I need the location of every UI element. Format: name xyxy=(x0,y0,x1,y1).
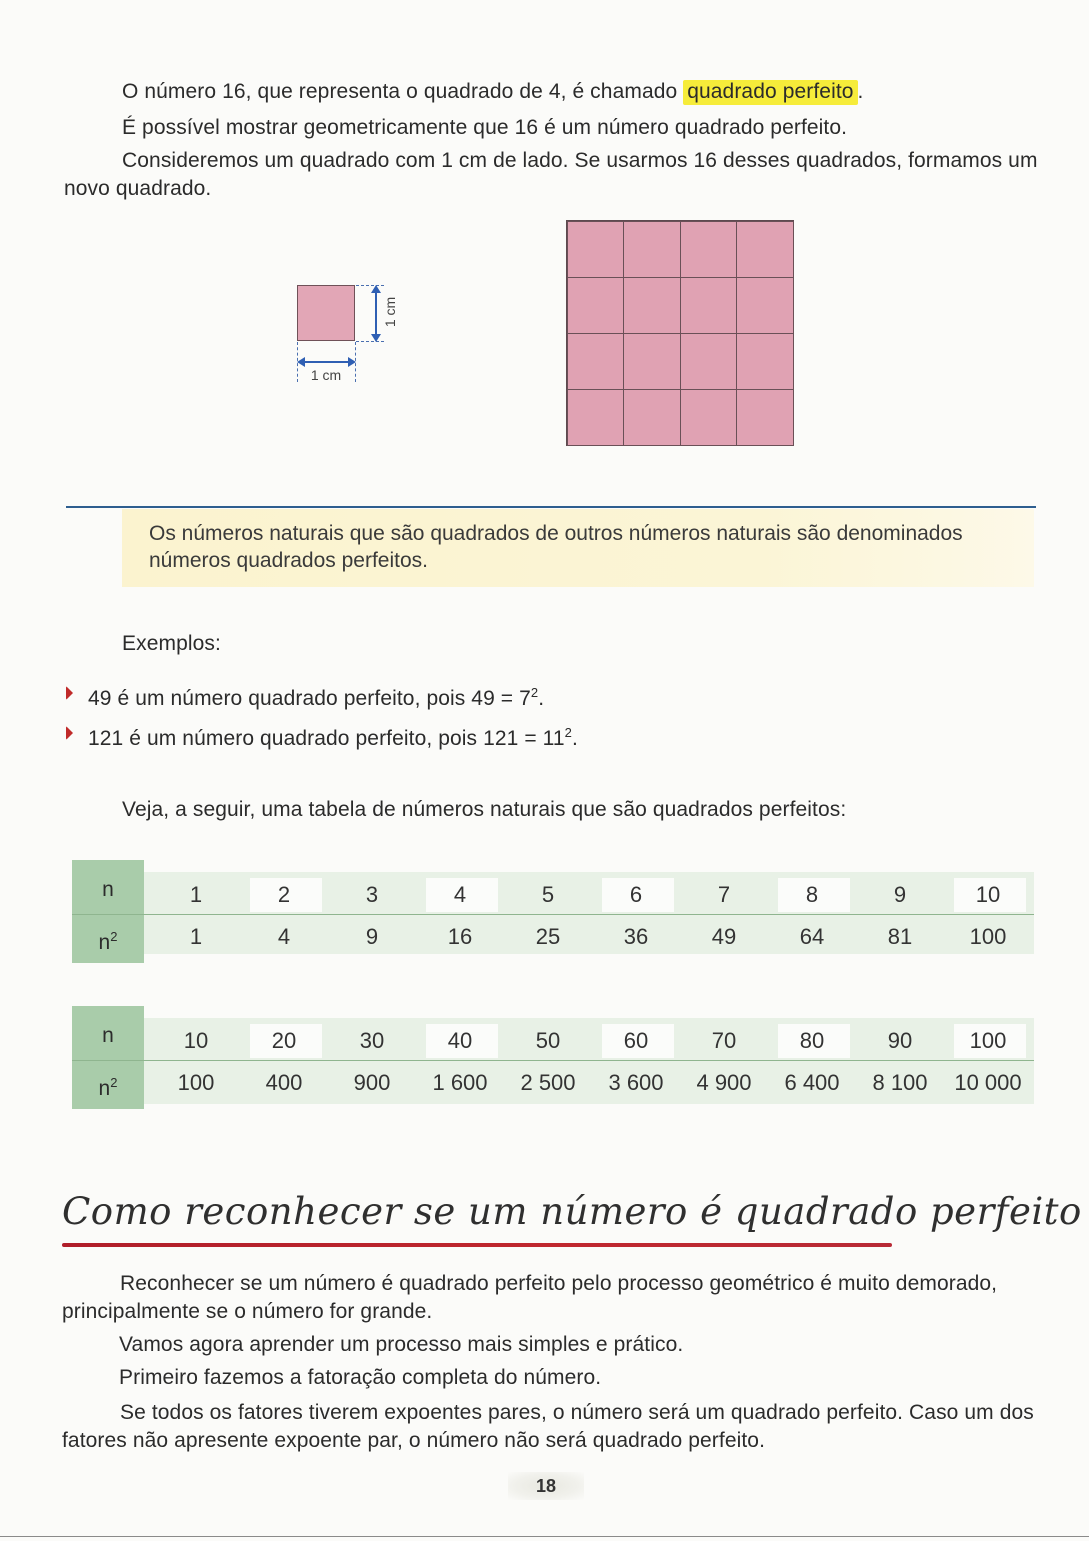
table-cell-n: 5 xyxy=(541,882,555,907)
table-cell-square: 100 xyxy=(969,924,1007,949)
body-paragraph-2: Vamos agora aprender um processo mais simples e prático. xyxy=(119,1333,684,1356)
grid-cell xyxy=(623,389,681,446)
example-item-2-end: . xyxy=(572,727,578,750)
unit-square xyxy=(297,285,355,341)
table-header-base: n xyxy=(98,1077,111,1100)
table-cell-square: 64 xyxy=(799,924,825,949)
grid-cell xyxy=(567,221,625,278)
table-cell-n: 80 xyxy=(799,1028,825,1053)
table-cell-n: 30 xyxy=(359,1028,385,1053)
bullet-icon xyxy=(66,686,73,700)
table-cell-n: 1 xyxy=(189,882,203,907)
grid-cell xyxy=(680,389,738,446)
example-item-1-text: 49 é um número quadrado perfeito, pois 49 = 7 xyxy=(88,687,531,710)
intro-line-1 xyxy=(122,78,1022,106)
example-item-1-end: . xyxy=(538,687,545,710)
page-number: 18 xyxy=(508,1472,584,1500)
table-cell-n: 3 xyxy=(365,882,379,907)
table-cell-square: 1 xyxy=(189,924,203,949)
highlight-term: quadrado perfeito xyxy=(683,80,857,105)
table-cell-n: 2 xyxy=(277,882,291,907)
section-title-underline xyxy=(62,1243,892,1247)
arrowhead-down-icon xyxy=(371,334,381,342)
example-item-1-exponent: 2 xyxy=(530,685,539,700)
grid-cell xyxy=(567,277,625,334)
table-cell-square: 49 xyxy=(711,924,737,949)
intro-line-1-text: O número 16, que representa o quadrado de 4, é chamado xyxy=(122,80,684,103)
example-item-1 xyxy=(88,679,544,713)
table-cell-n: 8 xyxy=(805,882,819,907)
table-cell-square: 25 xyxy=(535,924,561,949)
horizontal-dimension-label: 1 cm xyxy=(310,367,342,383)
intro-line-3: Consideremos um quadrado com 1 cm de lado. Se usarmos 16 desses quadrados, formamos um novo quadrado. xyxy=(64,149,1038,200)
table-cell-square: 10 000 xyxy=(954,1070,1022,1095)
grid-cell xyxy=(567,389,625,446)
definition-text: Os números naturais que são quadrados de outros números naturais são denominados números quadrados perfeitos. xyxy=(149,522,963,572)
squares-table-2 xyxy=(72,1006,1034,1108)
vertical-dimension-label: 1 cm xyxy=(382,296,398,328)
arrowhead-up-icon xyxy=(371,285,381,293)
table-cell-square: 900 xyxy=(353,1070,391,1095)
table-cell-n: 20 xyxy=(271,1028,297,1053)
grid-cell xyxy=(567,333,625,390)
grid-cell xyxy=(736,277,794,334)
table-cell-square: 1 600 xyxy=(432,1070,488,1095)
table-cell-square: 8 100 xyxy=(872,1070,928,1095)
table-intro: Veja, a seguir, uma tabela de números naturais que são quadrados perfeitos: xyxy=(122,798,847,821)
intro-line-2: É possível mostrar geometricamente que 16 é um número quadrado perfeito. xyxy=(122,116,848,139)
table-header-exponent: 2 xyxy=(110,1075,118,1090)
table-cell-square: 9 xyxy=(365,924,379,949)
example-item-2-text: 121 é um número quadrado perfeito, pois 121 = 11 xyxy=(88,727,565,750)
horizontal-dimension-arrow xyxy=(301,361,351,363)
table-cell-square: 81 xyxy=(887,924,913,949)
grid-cell xyxy=(623,277,681,334)
table-cell-n: 9 xyxy=(893,882,907,907)
table-header-n-label: n xyxy=(102,878,114,901)
table-cell-n: 70 xyxy=(711,1028,737,1053)
table-cell-square: 4 900 xyxy=(696,1070,752,1095)
table-row-divider xyxy=(144,914,1034,915)
bullet-icon xyxy=(66,726,73,740)
example-item-2 xyxy=(88,719,578,753)
table-header-n-label: n xyxy=(102,1024,114,1047)
vertical-dimension-arrow xyxy=(375,289,377,337)
grid-cell xyxy=(623,221,681,278)
intro-line-1-period: . xyxy=(857,80,864,103)
table-cell-n: 4 xyxy=(453,882,467,907)
table-cell-square: 3 600 xyxy=(608,1070,664,1095)
table-header-exponent: 2 xyxy=(110,929,118,944)
table-cell-square: 36 xyxy=(623,924,649,949)
arrowhead-right-icon xyxy=(348,357,356,367)
table-cell-n: 6 xyxy=(629,882,643,907)
grid-cell xyxy=(736,389,794,446)
body-paragraph-3: Primeiro fazemos a fatoração completa do número. xyxy=(119,1366,602,1389)
table-header-base: n xyxy=(98,931,111,954)
grid-cell xyxy=(680,277,738,334)
grid-cell xyxy=(736,221,794,278)
table-cell-square: 2 500 xyxy=(520,1070,576,1095)
table-cell-square: 400 xyxy=(265,1070,303,1095)
arrowhead-left-icon xyxy=(297,357,305,367)
table-header-n-squared xyxy=(72,1060,144,1109)
grid-cell xyxy=(623,333,681,390)
page-bottom-rule xyxy=(0,1536,1089,1537)
body-paragraph-1: Reconhecer se um número é quadrado perfeito pelo processo geométrico é muito demorado, principalmente se o número for grande. xyxy=(62,1272,998,1323)
table-cell-square: 6 400 xyxy=(784,1070,840,1095)
table-cell-n: 7 xyxy=(717,882,731,907)
table-cell-n: 50 xyxy=(535,1028,561,1053)
sixteen-square-grid xyxy=(566,220,794,446)
body-paragraph-4: Se todos os fatores tiverem expoentes pares, o número será um quadrado perfeito. Caso um dos fatores não apresente expoente par, o número não será quadrado perfeito. xyxy=(62,1401,1034,1452)
table-cell-n: 40 xyxy=(447,1028,473,1053)
examples-label: Exemplos: xyxy=(122,632,221,655)
table-header-n xyxy=(72,1006,144,1060)
table-cell-n: 90 xyxy=(887,1028,913,1053)
squares-table-1 xyxy=(72,860,1034,962)
table-cell-n: 10 xyxy=(975,882,1001,907)
section-title: Como reconhecer se um número é quadrado perfeito xyxy=(62,1190,1082,1233)
table-cell-n: 100 xyxy=(969,1028,1007,1053)
table-cell-n: 10 xyxy=(183,1028,209,1053)
table-cell-square: 16 xyxy=(447,924,473,949)
grid-cell xyxy=(680,333,738,390)
definition-top-rule xyxy=(66,506,1036,508)
table-row-divider xyxy=(144,1060,1034,1061)
table-header-n xyxy=(72,860,144,914)
table-cell-square: 4 xyxy=(277,924,291,949)
grid-cell xyxy=(736,333,794,390)
table-cell-square: 100 xyxy=(177,1070,215,1095)
table-header-n-squared xyxy=(72,914,144,963)
example-item-2-exponent: 2 xyxy=(564,725,572,740)
table-cell-n: 60 xyxy=(623,1028,649,1053)
grid-cell xyxy=(680,221,738,278)
